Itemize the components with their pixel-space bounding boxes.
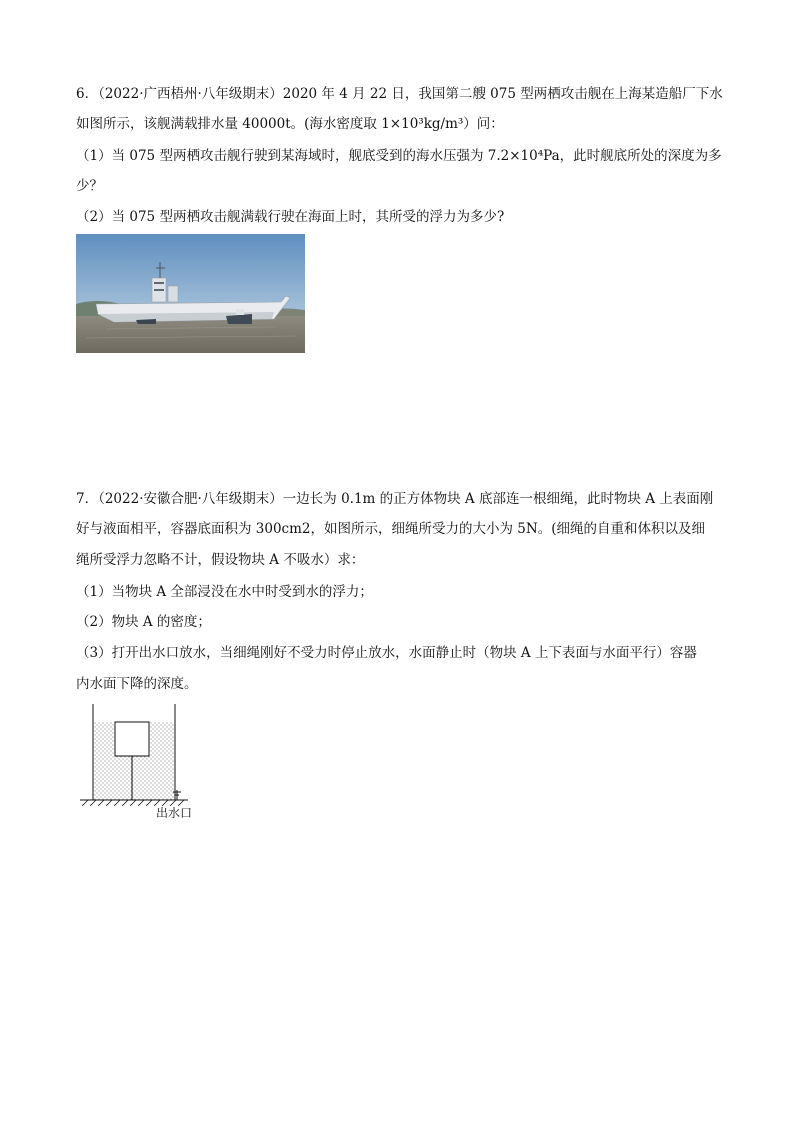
outlet-label: 出水口 bbox=[156, 806, 193, 820]
q7-sub3-line1: （3）打开出水口放水，当细绳刚好不受力时停止放水，水面静止时（物块 A 上下表面与水面平行）容器 bbox=[76, 645, 697, 661]
ship-photo bbox=[76, 234, 305, 353]
q7-sub2: （2）物块 A 的密度； bbox=[76, 614, 211, 630]
q7-sub3-line2: 内水面下降的深度。 bbox=[76, 676, 198, 692]
q7-sub1: （1）当物块 A 全部浸没在水中时受到水的浮力； bbox=[76, 584, 373, 600]
q7-stem-line1: 7．（2022·安徽合肥·八年级期末）一边长为 0.1m 的正方体物块 A 底部连一根细绳，此时物块 A 上表面刚 bbox=[76, 491, 714, 507]
tank-diagram bbox=[76, 700, 206, 824]
q6-sub1-line2: 少？ bbox=[76, 178, 103, 194]
q6-stem-line1: 6．（2022·广西梧州·八年级期末）2020 年 4 月 22 日，我国第二艘 075 型两栖攻击舰在上海某造船厂下水 bbox=[76, 86, 723, 102]
q7-stem-line2: 好与液面相平，容器底面积为 300cm2，如图所示，细绳所受力的大小为 5N。(细绳的自重和体积以及细 bbox=[76, 521, 705, 537]
q6-sub1-line1: （1）当 075 型两栖攻击舰行驶到某海域时，舰底受到的海水压强为 7.2×10⁴Pa，此时舰底所处的深度为多 bbox=[76, 148, 722, 164]
q6-stem-line2: 如图所示，该舰满载排水量 40000t。(海水密度取 1×10³kg/m³）问： bbox=[76, 116, 504, 132]
q7-stem-line3: 绳所受浮力忽略不计，假设物块 A 不吸水）求： bbox=[76, 552, 365, 568]
q6-sub2: （2）当 075 型两栖攻击舰满载行驶在海面上时，其所受的浮力为多少? bbox=[76, 209, 505, 225]
